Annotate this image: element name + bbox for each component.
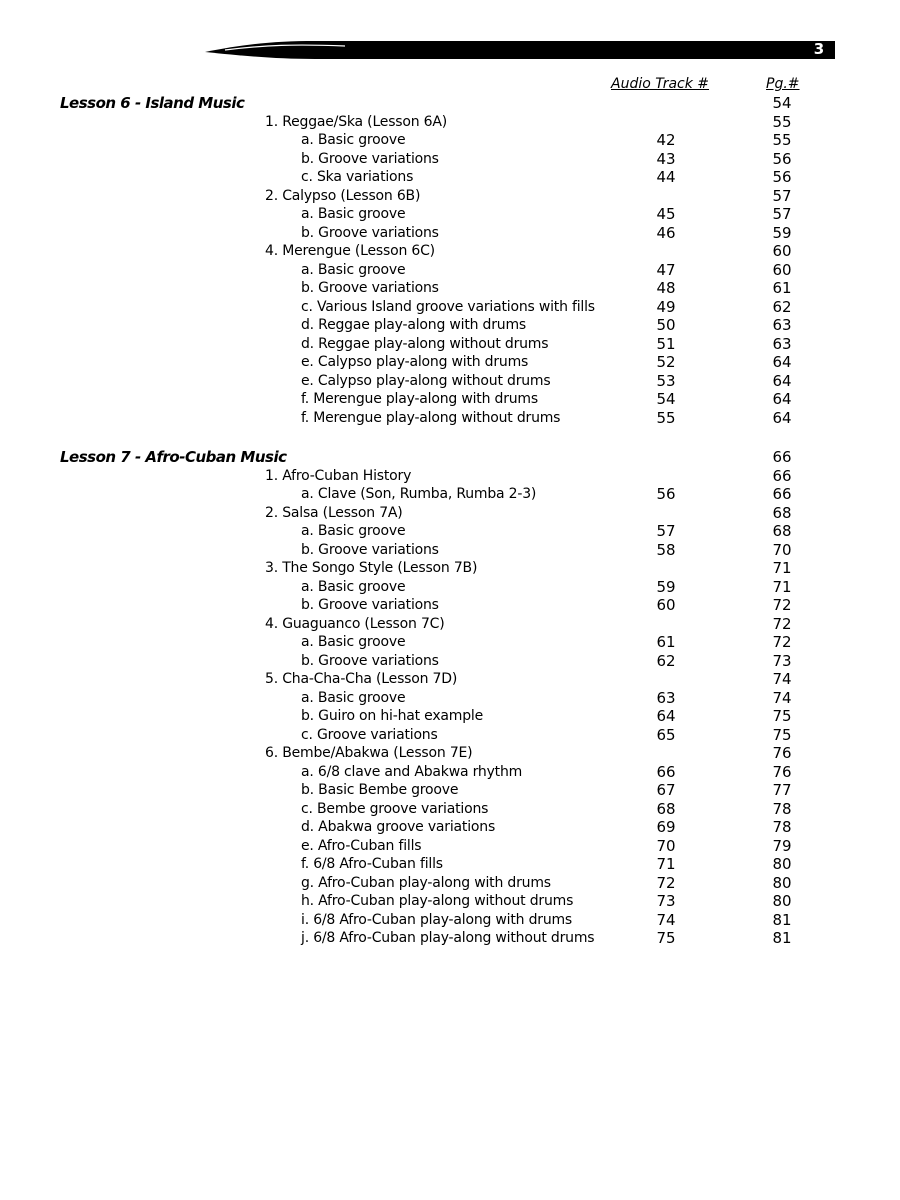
page-number-cell: 59 — [772, 223, 792, 242]
toc-subitem-label: a. Basic groove — [301, 689, 406, 706]
toc-subitem — [0, 485, 900, 504]
page-number-cell: 80 — [772, 855, 792, 873]
toc-subitem-label: e. Afro-Cuban fills — [301, 837, 422, 854]
page-number-cell: 71 — [772, 577, 792, 596]
toc-subitem — [0, 763, 900, 782]
toc-subitem — [0, 633, 900, 652]
table-of-contents — [0, 94, 900, 948]
audio-track-number: 75 — [656, 929, 676, 947]
toc-subitem — [0, 224, 900, 243]
page-number-cell: 68 — [772, 503, 792, 522]
page-number-cell: 60 — [772, 242, 792, 260]
toc-subitem — [0, 578, 900, 597]
toc-item — [0, 187, 900, 206]
audio-track-number: 67 — [656, 781, 676, 799]
page-number-cell: 81 — [772, 929, 792, 947]
audio-track-number: 64 — [656, 707, 676, 725]
toc-subitem — [0, 150, 900, 169]
toc-subitem-label: b. Groove variations — [301, 224, 439, 241]
toc-subitem-label: a. Basic groove — [301, 523, 406, 539]
audio-track-number: 55 — [656, 408, 676, 427]
toc-subitem-label: a. Basic groove — [301, 634, 406, 650]
audio-track-number: 70 — [656, 836, 676, 855]
page-number-cell: 70 — [772, 540, 792, 559]
toc-subitem-label: e. Calypso play-along without drums — [301, 372, 551, 389]
toc-subitem — [0, 335, 900, 354]
audio-track-number: 50 — [656, 316, 676, 334]
audio-track-number: 57 — [656, 522, 676, 540]
toc-subitem-label: b. Groove variations — [301, 597, 439, 613]
page-number-cell: 74 — [772, 670, 792, 688]
page-number-cell: 71 — [772, 559, 792, 577]
toc-subitem-label: h. Afro-Cuban play-along without drums — [301, 893, 574, 909]
toc-subitem-label: f. Merengue play-along with drums — [301, 391, 538, 407]
audio-track-number: 54 — [656, 390, 676, 408]
page-number-cell: 57 — [772, 186, 792, 205]
page-number-cell: 63 — [772, 316, 792, 334]
lesson-heading — [0, 448, 900, 467]
audio-track-number: 51 — [656, 334, 676, 353]
toc-subitem — [0, 298, 900, 317]
toc-subitem — [0, 929, 900, 948]
lesson-heading-label: Lesson 7 - Afro-Cuban Music — [60, 448, 287, 466]
toc-item-label: 6. Bembe/Abakwa (Lesson 7E) — [265, 745, 473, 761]
toc-subitem — [0, 874, 900, 893]
toc-subitem — [0, 818, 900, 837]
header-bar — [205, 38, 835, 60]
page-number-cell: 80 — [772, 892, 792, 910]
toc-subitem-label: a. Basic groove — [301, 261, 406, 278]
page-number-cell: 55 — [772, 112, 792, 131]
page-number-cell: 66 — [772, 448, 792, 466]
page-number-cell: 76 — [772, 762, 792, 781]
toc-subitem — [0, 726, 900, 745]
audio-track-number: 47 — [656, 260, 676, 279]
toc-subitem — [0, 855, 900, 874]
page-number-cell: 74 — [772, 688, 792, 707]
toc-item — [0, 113, 900, 132]
toc-item-label: 3. The Songo Style (Lesson 7B) — [265, 560, 478, 576]
toc-subitem-label: d. Abakwa groove variations — [301, 819, 496, 835]
audio-track-number: 48 — [656, 279, 676, 297]
audio-track-number: 74 — [656, 910, 676, 929]
page-number-cell: 79 — [772, 836, 792, 855]
toc-subitem-label: e. Calypso play-along with drums — [301, 354, 529, 370]
toc-subitem-label: b. Guiro on hi-hat example — [301, 708, 484, 724]
toc-item-label: 2. Calypso (Lesson 6B) — [265, 187, 421, 204]
toc-subitem — [0, 261, 900, 280]
toc-subitem-label: c. Groove variations — [301, 726, 438, 743]
page-number-cell: 66 — [772, 466, 792, 485]
toc-subitem-label: f. 6/8 Afro-Cuban fills — [301, 856, 443, 872]
page-number-cell: 56 — [772, 168, 792, 186]
toc-subitem-label: c. Bembe groove variations — [301, 800, 489, 817]
toc-item — [0, 467, 900, 486]
toc-subitem-label: b. Basic Bembe groove — [301, 782, 459, 798]
audio-track-column-header: Audio Track # — [611, 76, 710, 92]
toc-subitem — [0, 707, 900, 726]
audio-track-number: 59 — [656, 577, 676, 596]
toc-subitem-label: a. Clave (Son, Rumba, Rumba 2-3) — [301, 486, 537, 502]
toc-subitem-label: i. 6/8 Afro-Cuban play-along with drums — [301, 911, 573, 928]
audio-track-number: 66 — [656, 762, 676, 781]
toc-subitem — [0, 689, 900, 708]
page-number-cell: 81 — [772, 910, 792, 929]
page-number-cell: 72 — [772, 633, 792, 651]
toc-subitem-label: a. 6/8 clave and Abakwa rhythm — [301, 763, 523, 780]
page-number-cell: 76 — [772, 744, 792, 762]
page-number-cell: 64 — [772, 371, 792, 390]
toc-subitem-label: a. Basic groove — [301, 206, 406, 222]
audio-track-number: 56 — [656, 485, 676, 503]
audio-track-number: 46 — [656, 223, 676, 242]
audio-track-number: 63 — [656, 688, 676, 707]
toc-subitem-label: c. Various Island groove variations with fills — [301, 298, 595, 315]
toc-subitem — [0, 837, 900, 856]
toc-subitem — [0, 781, 900, 800]
toc-subitem — [0, 205, 900, 224]
page-number-cell: 78 — [772, 818, 792, 836]
lesson-heading-label: Lesson 6 - Island Music — [60, 94, 245, 112]
audio-track-number: 53 — [656, 371, 676, 390]
toc-subitem — [0, 131, 900, 150]
toc-subitem — [0, 279, 900, 298]
toc-item-label: 4. Guaguanco (Lesson 7C) — [265, 615, 445, 632]
toc-item-label: 1. Reggae/Ska (Lesson 6A) — [265, 113, 448, 130]
toc-subitem — [0, 409, 900, 428]
page-number-cell: 78 — [772, 799, 792, 818]
toc-item-label: 2. Salsa (Lesson 7A) — [265, 504, 403, 521]
toc-subitem-label: b. Groove variations — [301, 280, 439, 296]
toc-subitem — [0, 316, 900, 335]
audio-track-number: 43 — [656, 149, 676, 168]
page-number-cell: 54 — [772, 94, 792, 112]
audio-track-number: 68 — [656, 799, 676, 818]
audio-track-number: 52 — [656, 353, 676, 371]
audio-track-number: 44 — [656, 168, 676, 186]
toc-subitem-label: b. Groove variations — [301, 541, 439, 558]
toc-item — [0, 744, 900, 763]
toc-subitem — [0, 372, 900, 391]
page-number-cell: 80 — [772, 873, 792, 892]
toc-subitem — [0, 800, 900, 819]
toc-subitem — [0, 390, 900, 409]
audio-track-number: 42 — [656, 131, 676, 149]
toc-item — [0, 242, 900, 261]
page-number-cell: 72 — [772, 614, 792, 633]
toc-item-label: 5. Cha-Cha-Cha (Lesson 7D) — [265, 671, 458, 687]
page-number-cell: 75 — [772, 707, 792, 725]
page-number-cell: 72 — [772, 596, 792, 614]
toc-subitem-label: g. Afro-Cuban play-along with drums — [301, 874, 551, 891]
audio-track-number: 60 — [656, 596, 676, 614]
toc-subitem-label: b. Groove variations — [301, 150, 439, 167]
toc-subitem — [0, 911, 900, 930]
toc-subitem — [0, 652, 900, 671]
toc-subitem-label: d. Reggae play-along with drums — [301, 317, 527, 333]
toc-subitem — [0, 522, 900, 541]
section-spacer — [0, 427, 900, 448]
audio-track-number: 58 — [656, 540, 676, 559]
audio-track-number: 45 — [656, 205, 676, 223]
toc-item-label: 1. Afro-Cuban History — [265, 467, 412, 484]
audio-track-number: 71 — [656, 855, 676, 873]
page-number-cell: 64 — [772, 390, 792, 408]
toc-subitem — [0, 596, 900, 615]
toc-subitem — [0, 353, 900, 372]
page-number-cell: 63 — [772, 334, 792, 353]
page-number-cell: 60 — [772, 260, 792, 279]
page-number-cell: 56 — [772, 149, 792, 168]
page-number-cell: 77 — [772, 781, 792, 799]
page-number-cell: 73 — [772, 651, 792, 670]
audio-track-number: 72 — [656, 873, 676, 892]
page-number-cell: 64 — [772, 408, 792, 427]
page-number-cell: 61 — [772, 279, 792, 297]
toc-subitem-label: b. Groove variations — [301, 652, 439, 669]
toc-item — [0, 615, 900, 634]
audio-track-number: 69 — [656, 818, 676, 836]
toc-subitem-label: d. Reggae play-along without drums — [301, 335, 549, 352]
toc-item — [0, 559, 900, 578]
page-number-cell: 68 — [772, 522, 792, 540]
page-number-cell: 75 — [772, 725, 792, 744]
audio-track-number: 73 — [656, 892, 676, 910]
toc-item — [0, 504, 900, 523]
toc-subitem — [0, 168, 900, 187]
toc-subitem-label: j. 6/8 Afro-Cuban play-along without drums — [301, 930, 595, 946]
toc-subitem-label: a. Basic groove — [301, 132, 406, 148]
toc-subitem-label: f. Merengue play-along without drums — [301, 409, 561, 426]
toc-subitem — [0, 541, 900, 560]
page-number: 3 — [813, 40, 825, 58]
toc-subitem — [0, 892, 900, 911]
page-column-header: Pg.# — [766, 76, 800, 92]
toc-item-label: 4. Merengue (Lesson 6C) — [265, 243, 435, 259]
page-number-cell: 55 — [772, 131, 792, 149]
audio-track-number: 65 — [656, 725, 676, 744]
page-number-cell: 64 — [772, 353, 792, 371]
lesson-heading — [0, 94, 900, 113]
page-number-cell: 66 — [772, 485, 792, 503]
audio-track-number: 61 — [656, 633, 676, 651]
page-number-cell: 62 — [772, 297, 792, 316]
audio-track-number: 49 — [656, 297, 676, 316]
page-number-cell: 57 — [772, 205, 792, 223]
audio-track-number: 62 — [656, 651, 676, 670]
toc-subitem-label: a. Basic groove — [301, 578, 406, 595]
toc-subitem-label: c. Ska variations — [301, 169, 414, 185]
toc-item — [0, 670, 900, 689]
